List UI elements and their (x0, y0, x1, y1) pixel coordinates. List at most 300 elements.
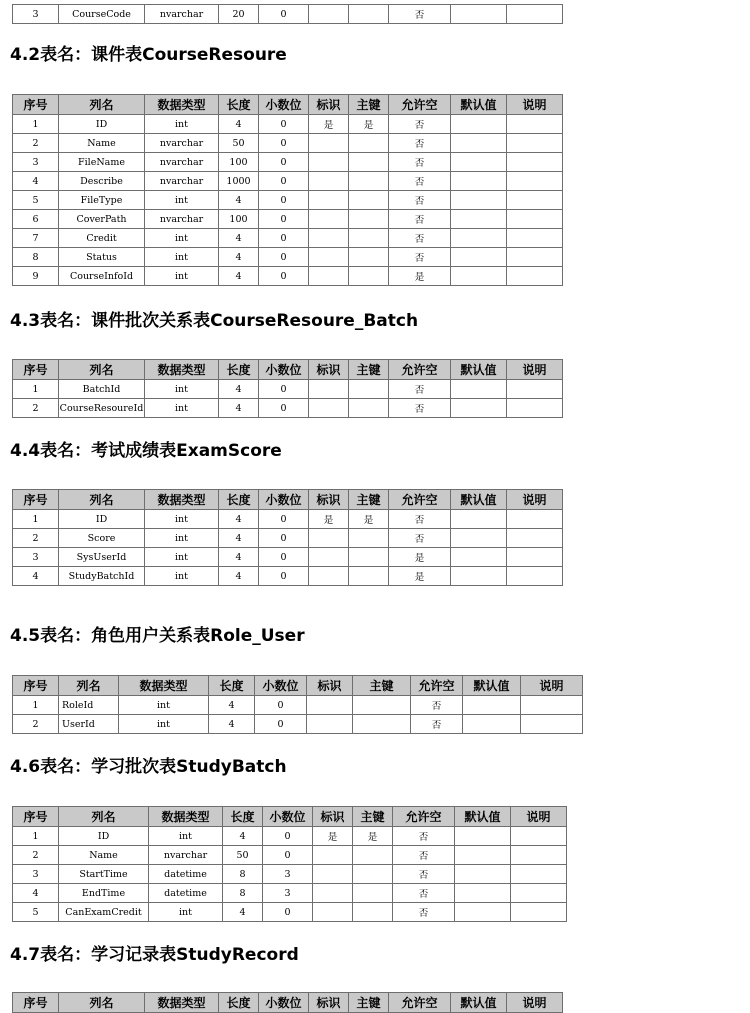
cell-col-length: 4 (219, 267, 259, 286)
cell-col-identity (309, 229, 349, 248)
cell-col-pk (349, 210, 389, 229)
header-col-identity: 标识 (309, 360, 349, 380)
cell-col-type: int (145, 380, 219, 399)
cell-col-index: 8 (13, 248, 59, 267)
cell-col-note (511, 865, 567, 884)
header-col-index: 序号 (13, 676, 59, 696)
header-col-default: 默认值 (455, 807, 511, 827)
header-col-type: 数据类型 (145, 993, 219, 1013)
cell-col-index: 1 (13, 380, 59, 399)
cell-col-pk: 是 (353, 827, 393, 846)
cell-col-scale: 0 (263, 903, 313, 922)
table-row (13, 380, 563, 399)
header-col-default: 默认值 (463, 676, 521, 696)
cell-col-identity (307, 696, 353, 715)
cell-col-index: 1 (13, 115, 59, 134)
cell-col-nullable: 否 (389, 134, 451, 153)
cell-col-name: ID (59, 115, 145, 134)
header-col-type: 数据类型 (149, 807, 223, 827)
header-col-nullable: 允许空 (389, 95, 451, 115)
header-col-index: 序号 (13, 807, 59, 827)
section-heading-4-4: 4.4表名：考试成绩表ExamScore (10, 441, 282, 461)
cell-col-type: datetime (149, 865, 223, 884)
cell-col-identity (309, 399, 349, 418)
cell-col-type: datetime (149, 884, 223, 903)
header-col-index: 序号 (13, 360, 59, 380)
cell-col-default (451, 115, 507, 134)
cell-col-default (463, 696, 521, 715)
cell-col-type: nvarchar (145, 210, 219, 229)
header-col-pk: 主键 (353, 676, 411, 696)
cell-col-identity (309, 191, 349, 210)
cell-col-name: EndTime (59, 884, 149, 903)
cell-col-pk (349, 134, 389, 153)
table-study-batch (12, 806, 567, 922)
cell-col-default (455, 884, 511, 903)
table-header-row (13, 676, 583, 696)
cell-col-default (451, 5, 507, 24)
cell-col-identity (309, 210, 349, 229)
cell-col-default (451, 134, 507, 153)
cell-col-type: int (145, 548, 219, 567)
cell-col-name: ID (59, 827, 149, 846)
cell-col-default (451, 210, 507, 229)
cell-col-type: int (145, 567, 219, 586)
cell-col-scale: 0 (259, 134, 309, 153)
cell-col-nullable: 是 (389, 267, 451, 286)
cell-col-default (451, 380, 507, 399)
cell-col-type: int (145, 115, 219, 134)
table-course-resoure-batch (12, 359, 563, 418)
cell-col-scale: 0 (255, 715, 307, 734)
cell-col-note (511, 884, 567, 903)
cell-col-note (507, 510, 563, 529)
section-heading-4-7: 4.7表名：学习记录表StudyRecord (10, 945, 299, 965)
cell-col-length: 4 (219, 248, 259, 267)
table-row (13, 548, 563, 567)
table-row (13, 5, 563, 24)
cell-col-index: 6 (13, 210, 59, 229)
header-col-pk: 主键 (349, 95, 389, 115)
cell-col-index: 3 (13, 5, 59, 24)
header-col-name: 列名 (59, 95, 145, 115)
cell-col-name: FileName (59, 153, 145, 172)
cell-col-nullable: 否 (389, 380, 451, 399)
header-col-scale: 小数位 (259, 490, 309, 510)
cell-col-identity (309, 134, 349, 153)
section-heading-4-3: 4.3表名：课件批次关系表CourseResoure_Batch (10, 311, 419, 331)
header-col-length: 长度 (219, 993, 259, 1013)
header-col-length: 长度 (219, 490, 259, 510)
cell-col-type: nvarchar (145, 5, 219, 24)
cell-col-default (451, 548, 507, 567)
cell-col-pk (349, 529, 389, 548)
table-row (13, 134, 563, 153)
section-heading-4-6: 4.6表名：学习批次表StudyBatch (10, 757, 287, 777)
cell-col-default (455, 903, 511, 922)
cell-col-length: 4 (209, 696, 255, 715)
cell-col-name: CourseResoureId (59, 399, 145, 418)
cell-col-scale: 0 (259, 191, 309, 210)
table-course-resoure (12, 94, 563, 286)
cell-col-pk (349, 191, 389, 210)
cell-col-default (455, 865, 511, 884)
header-col-name: 列名 (59, 676, 119, 696)
header-col-nullable: 允许空 (393, 807, 455, 827)
cell-col-pk (349, 380, 389, 399)
cell-col-name: Name (59, 846, 149, 865)
header-col-default: 默认值 (451, 993, 507, 1013)
cell-col-type: int (119, 696, 209, 715)
header-col-pk: 主键 (353, 807, 393, 827)
cell-col-length: 4 (219, 380, 259, 399)
cell-col-identity: 是 (309, 115, 349, 134)
cell-col-note (507, 399, 563, 418)
table-row (13, 903, 567, 922)
cell-col-default (451, 191, 507, 210)
cell-col-scale: 0 (259, 380, 309, 399)
table-row (13, 827, 567, 846)
cell-col-scale: 0 (259, 510, 309, 529)
cell-col-index: 4 (13, 567, 59, 586)
header-col-name: 列名 (59, 360, 145, 380)
table-row (13, 229, 563, 248)
header-col-pk: 主键 (349, 993, 389, 1013)
header-col-index: 序号 (13, 993, 59, 1013)
cell-col-length: 4 (219, 529, 259, 548)
cell-col-length: 8 (223, 865, 263, 884)
cell-col-index: 7 (13, 229, 59, 248)
cell-col-index: 2 (13, 529, 59, 548)
cell-col-pk (353, 715, 411, 734)
header-col-nullable: 允许空 (389, 360, 451, 380)
cell-col-index: 2 (13, 846, 59, 865)
header-col-identity: 标识 (309, 993, 349, 1013)
table-row (13, 715, 583, 734)
cell-col-name: StartTime (59, 865, 149, 884)
cell-col-scale: 0 (259, 210, 309, 229)
cell-col-name: Describe (59, 172, 145, 191)
cell-col-type: int (145, 529, 219, 548)
cell-col-index: 2 (13, 399, 59, 418)
cell-col-default (455, 827, 511, 846)
cell-col-note (511, 903, 567, 922)
table-row (13, 865, 567, 884)
cell-col-nullable: 否 (393, 827, 455, 846)
cell-col-length: 4 (223, 827, 263, 846)
cell-col-scale: 0 (259, 5, 309, 24)
cell-col-pk (349, 172, 389, 191)
cell-col-note (521, 696, 583, 715)
cell-col-pk (353, 846, 393, 865)
header-col-scale: 小数位 (259, 95, 309, 115)
cell-col-pk (349, 153, 389, 172)
cell-col-type: int (145, 229, 219, 248)
table-course-info-continued (12, 4, 563, 24)
cell-col-index: 4 (13, 172, 59, 191)
cell-col-name: UserId (59, 715, 119, 734)
header-col-length: 长度 (219, 360, 259, 380)
table-header-row (13, 95, 563, 115)
cell-col-index: 5 (13, 191, 59, 210)
cell-col-pk (353, 903, 393, 922)
cell-col-index: 9 (13, 267, 59, 286)
cell-col-length: 4 (223, 903, 263, 922)
table-header-row (13, 807, 567, 827)
cell-col-nullable: 否 (389, 399, 451, 418)
cell-col-identity (313, 865, 353, 884)
cell-col-note (507, 172, 563, 191)
cell-col-name: Score (59, 529, 145, 548)
cell-col-nullable: 否 (393, 903, 455, 922)
header-col-note: 说明 (521, 676, 583, 696)
cell-col-index: 1 (13, 510, 59, 529)
table-header-row (13, 360, 563, 380)
cell-col-name: Status (59, 248, 145, 267)
table-row (13, 267, 563, 286)
cell-col-scale: 0 (255, 696, 307, 715)
cell-col-default (451, 267, 507, 286)
cell-col-identity (309, 529, 349, 548)
cell-col-nullable: 否 (411, 696, 463, 715)
table-row (13, 115, 563, 134)
cell-col-identity (313, 884, 353, 903)
cell-col-name: Credit (59, 229, 145, 248)
cell-col-identity (309, 172, 349, 191)
cell-col-pk (349, 5, 389, 24)
cell-col-type: nvarchar (145, 153, 219, 172)
cell-col-name: ID (59, 510, 145, 529)
cell-col-pk: 是 (349, 510, 389, 529)
cell-col-scale: 0 (259, 567, 309, 586)
cell-col-name: CourseInfoId (59, 267, 145, 286)
cell-col-type: nvarchar (145, 172, 219, 191)
cell-col-note (507, 153, 563, 172)
cell-col-default (451, 529, 507, 548)
header-col-type: 数据类型 (119, 676, 209, 696)
cell-col-pk (349, 567, 389, 586)
cell-col-scale: 0 (259, 229, 309, 248)
table-row (13, 846, 567, 865)
cell-col-scale: 0 (259, 399, 309, 418)
header-col-default: 默认值 (451, 95, 507, 115)
cell-col-nullable: 否 (389, 248, 451, 267)
cell-col-length: 4 (219, 399, 259, 418)
cell-col-type: int (119, 715, 209, 734)
cell-col-identity (309, 267, 349, 286)
cell-col-note (507, 567, 563, 586)
cell-col-name: CourseCode (59, 5, 145, 24)
cell-col-index: 2 (13, 715, 59, 734)
header-col-length: 长度 (209, 676, 255, 696)
cell-col-length: 8 (223, 884, 263, 903)
cell-col-scale: 0 (259, 115, 309, 134)
cell-col-identity (309, 548, 349, 567)
table-study-record (12, 992, 563, 1013)
header-col-pk: 主键 (349, 360, 389, 380)
cell-col-note (507, 210, 563, 229)
cell-col-length: 4 (209, 715, 255, 734)
cell-col-type: int (145, 510, 219, 529)
cell-col-identity (309, 248, 349, 267)
header-col-name: 列名 (59, 993, 145, 1013)
cell-col-scale: 0 (259, 267, 309, 286)
cell-col-length: 4 (219, 229, 259, 248)
header-col-note: 说明 (507, 490, 563, 510)
cell-col-note (507, 115, 563, 134)
table-row (13, 172, 563, 191)
cell-col-pk (353, 884, 393, 903)
cell-col-index: 3 (13, 865, 59, 884)
cell-col-nullable: 否 (389, 210, 451, 229)
cell-col-note (507, 380, 563, 399)
cell-col-length: 4 (219, 548, 259, 567)
cell-col-length: 4 (219, 510, 259, 529)
cell-col-nullable: 否 (389, 229, 451, 248)
cell-col-default (451, 567, 507, 586)
cell-col-pk (349, 399, 389, 418)
cell-col-type: int (145, 267, 219, 286)
cell-col-note (511, 846, 567, 865)
cell-col-identity (313, 903, 353, 922)
cell-col-default (455, 846, 511, 865)
header-col-nullable: 允许空 (411, 676, 463, 696)
table-row (13, 696, 583, 715)
cell-col-identity (307, 715, 353, 734)
table-header-row (13, 490, 563, 510)
cell-col-name: SysUserId (59, 548, 145, 567)
cell-col-type: int (149, 827, 223, 846)
cell-col-nullable: 否 (389, 115, 451, 134)
cell-col-note (511, 827, 567, 846)
cell-col-nullable: 否 (411, 715, 463, 734)
header-col-name: 列名 (59, 490, 145, 510)
cell-col-note (521, 715, 583, 734)
cell-col-nullable: 否 (393, 865, 455, 884)
table-row (13, 567, 563, 586)
table-row (13, 153, 563, 172)
cell-col-nullable: 否 (389, 529, 451, 548)
cell-col-scale: 0 (263, 846, 313, 865)
cell-col-name: BatchId (59, 380, 145, 399)
cell-col-default (451, 229, 507, 248)
header-col-scale: 小数位 (255, 676, 307, 696)
cell-col-pk: 是 (349, 115, 389, 134)
cell-col-note (507, 248, 563, 267)
cell-col-type: int (145, 399, 219, 418)
cell-col-name: FileType (59, 191, 145, 210)
cell-col-index: 1 (13, 827, 59, 846)
cell-col-identity: 是 (309, 510, 349, 529)
cell-col-default (451, 510, 507, 529)
table-row (13, 210, 563, 229)
cell-col-length: 4 (219, 115, 259, 134)
cell-col-index: 2 (13, 134, 59, 153)
header-col-note: 说明 (507, 360, 563, 380)
cell-col-scale: 3 (263, 865, 313, 884)
table-header-row (13, 993, 563, 1013)
cell-col-note (507, 267, 563, 286)
cell-col-identity (309, 5, 349, 24)
cell-col-default (451, 153, 507, 172)
header-col-length: 长度 (219, 95, 259, 115)
cell-col-name: RoleId (59, 696, 119, 715)
cell-col-type: int (149, 903, 223, 922)
cell-col-note (507, 5, 563, 24)
cell-col-type: int (145, 191, 219, 210)
cell-col-nullable: 否 (393, 884, 455, 903)
cell-col-pk (349, 548, 389, 567)
cell-col-type: int (145, 248, 219, 267)
table-row (13, 884, 567, 903)
cell-col-scale: 0 (259, 153, 309, 172)
table-exam-score (12, 489, 563, 586)
cell-col-nullable: 否 (389, 153, 451, 172)
cell-col-identity (309, 380, 349, 399)
cell-col-scale: 0 (263, 827, 313, 846)
cell-col-index: 3 (13, 548, 59, 567)
cell-col-length: 100 (219, 210, 259, 229)
header-col-default: 默认值 (451, 360, 507, 380)
header-col-length: 长度 (223, 807, 263, 827)
cell-col-nullable: 否 (389, 5, 451, 24)
cell-col-index: 5 (13, 903, 59, 922)
header-col-name: 列名 (59, 807, 149, 827)
cell-col-name: CoverPath (59, 210, 145, 229)
header-col-identity: 标识 (309, 490, 349, 510)
cell-col-identity (309, 567, 349, 586)
header-col-nullable: 允许空 (389, 490, 451, 510)
cell-col-nullable: 否 (389, 191, 451, 210)
header-col-nullable: 允许空 (389, 993, 451, 1013)
header-col-index: 序号 (13, 490, 59, 510)
header-col-identity: 标识 (309, 95, 349, 115)
header-col-default: 默认值 (451, 490, 507, 510)
cell-col-identity (313, 846, 353, 865)
cell-col-default (463, 715, 521, 734)
header-col-type: 数据类型 (145, 95, 219, 115)
cell-col-length: 4 (219, 567, 259, 586)
table-role-user (12, 675, 583, 734)
cell-col-length: 50 (223, 846, 263, 865)
cell-col-default (451, 172, 507, 191)
table-row (13, 399, 563, 418)
header-col-scale: 小数位 (259, 360, 309, 380)
cell-col-type: nvarchar (145, 134, 219, 153)
section-heading-4-2: 4.2表名：课件表CourseResoure (10, 45, 287, 65)
header-col-scale: 小数位 (263, 807, 313, 827)
cell-col-scale: 0 (259, 248, 309, 267)
header-col-note: 说明 (507, 993, 563, 1013)
header-col-identity: 标识 (307, 676, 353, 696)
table-row (13, 529, 563, 548)
cell-col-pk (353, 865, 393, 884)
cell-col-identity: 是 (313, 827, 353, 846)
cell-col-index: 4 (13, 884, 59, 903)
cell-col-scale: 0 (259, 529, 309, 548)
header-col-note: 说明 (511, 807, 567, 827)
cell-col-length: 20 (219, 5, 259, 24)
table-row (13, 191, 563, 210)
cell-col-index: 3 (13, 153, 59, 172)
cell-col-scale: 3 (263, 884, 313, 903)
header-col-note: 说明 (507, 95, 563, 115)
header-col-type: 数据类型 (145, 490, 219, 510)
section-heading-4-5: 4.5表名：角色用户关系表Role_User (10, 626, 305, 646)
cell-col-pk (353, 696, 411, 715)
cell-col-length: 100 (219, 153, 259, 172)
cell-col-pk (349, 229, 389, 248)
